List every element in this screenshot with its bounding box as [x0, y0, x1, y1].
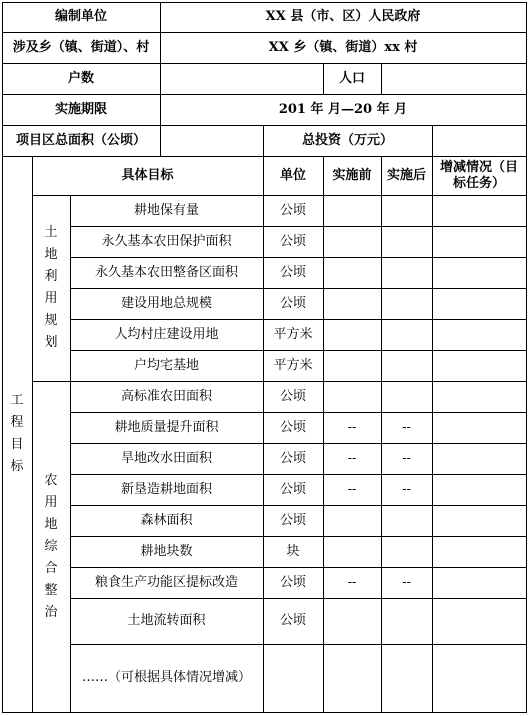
table-border — [70, 257, 526, 258]
table-row-unit: 公顷 — [279, 202, 306, 218]
table-row-target: 耕地块数 — [140, 543, 193, 559]
table-border — [70, 443, 526, 444]
table-row-target: 耕地保有量 — [133, 202, 199, 218]
col-header-change: 增减情况（目标任务） — [439, 159, 518, 191]
table-border — [323, 63, 324, 94]
table-row-before — [323, 257, 381, 288]
section-engineering: 工程目标 — [10, 393, 24, 474]
table-row-after: -- — [402, 450, 411, 466]
households-value — [160, 63, 323, 94]
table-row-change — [432, 644, 526, 712]
table-row-target: 新垦造耕地面积 — [120, 481, 212, 497]
table-row-before: -- — [347, 574, 357, 590]
table-row-unit: 公顷 — [279, 233, 306, 249]
table-row-change — [432, 505, 526, 536]
table-row-before — [323, 598, 381, 644]
table-row-after — [381, 319, 432, 350]
table-border — [381, 63, 382, 94]
table-row-before — [323, 195, 381, 226]
table-border — [70, 412, 526, 413]
table-border — [263, 125, 264, 156]
table-row-change — [432, 257, 526, 288]
table-border — [160, 2, 161, 156]
table-row-unit: 公顷 — [279, 419, 306, 435]
table-row-after — [381, 644, 432, 712]
investment-value — [432, 125, 526, 156]
table-row-before — [323, 288, 381, 319]
table-border — [2, 32, 526, 33]
table-row-before — [323, 319, 381, 350]
table-row-after: -- — [402, 481, 411, 497]
table-row-before — [323, 381, 381, 412]
table-border — [2, 2, 526, 3]
table-row-unit: 公顷 — [279, 512, 306, 528]
table-row-unit: 公顷 — [279, 613, 306, 628]
table-row-after — [381, 226, 432, 257]
table-row-after: -- — [402, 419, 411, 435]
table-row-change — [432, 536, 526, 567]
table-row-target: 户均宅基地 — [133, 357, 199, 373]
area-value — [160, 125, 263, 156]
col-header-target: 具体目标 — [121, 167, 174, 183]
compile-unit-value: XX 县（市、区）人民政府 — [265, 9, 421, 24]
population-label: 人口 — [338, 70, 365, 86]
table-border — [32, 381, 526, 382]
table-border — [70, 505, 526, 506]
table-row-change — [432, 350, 526, 381]
table-row-target: 永久基本农田整备区面积 — [94, 264, 238, 280]
compile-unit-label: 编制单位 — [54, 9, 107, 24]
table-border — [70, 598, 526, 599]
table-border — [70, 226, 526, 227]
table-row-unit: 公顷 — [279, 450, 306, 466]
table-border — [70, 644, 526, 645]
table-border — [70, 350, 526, 351]
period-value: 201 年 月—20 年 月 — [278, 101, 408, 117]
table-row-unit: 公顷 — [279, 388, 306, 404]
col-header-before: 实施前 — [332, 167, 372, 183]
table-row-target: 旱地改水田面积 — [120, 450, 212, 466]
table-row-change — [432, 381, 526, 412]
table-border — [2, 94, 526, 95]
table-row-unit — [263, 644, 323, 712]
table-row-unit: 块 — [286, 543, 300, 559]
table-row-target: 高标准农田面积 — [120, 388, 212, 404]
table-row-after: -- — [402, 574, 411, 590]
table-border — [70, 567, 526, 568]
table-border — [70, 319, 526, 320]
table-row-unit: 公顷 — [279, 481, 306, 497]
table-row-after — [381, 598, 432, 644]
table-row-change — [432, 226, 526, 257]
table-row-after — [381, 350, 432, 381]
involved-label: 涉及乡（镇、街道）、村 — [12, 39, 150, 55]
table-row-after — [381, 505, 432, 536]
table-border — [432, 125, 433, 156]
table-row-unit: 平方米 — [273, 357, 313, 373]
table-row-change — [432, 443, 526, 474]
population-value — [381, 63, 526, 94]
table-row-target: 人均村庄建设用地 — [114, 326, 219, 342]
table-row-before — [323, 350, 381, 381]
table-row-change — [432, 567, 526, 598]
table-row-change — [432, 412, 526, 443]
involved-value: XX 乡（镇、街道）xx 村 — [268, 39, 418, 55]
table-row-change — [432, 598, 526, 644]
section-land-use: 土地利用规划 — [44, 225, 58, 350]
table-row-target: 森林面积 — [140, 512, 193, 528]
table-row-unit: 公顷 — [279, 574, 306, 590]
table-border — [526, 2, 527, 713]
households-label: 户数 — [67, 70, 94, 86]
table-row-unit: 公顷 — [279, 264, 306, 280]
table-row-after — [381, 381, 432, 412]
table-row-before — [323, 505, 381, 536]
table-row-unit: 平方米 — [273, 326, 313, 342]
table-border — [2, 2, 3, 712]
table-row-target: 建设用地总规模 — [120, 295, 212, 311]
table-row-before: -- — [347, 450, 357, 466]
table-row-target: ……（可根据具体情况增减） — [81, 670, 251, 685]
col-header-after: 实施后 — [386, 167, 426, 183]
table-border — [2, 125, 526, 126]
table-border — [70, 474, 526, 475]
table-border — [70, 195, 71, 712]
col-header-unit: 单位 — [279, 167, 306, 183]
table-row-before: -- — [347, 419, 357, 435]
table-row-unit: 公顷 — [279, 295, 306, 311]
table-row-after — [381, 257, 432, 288]
table-row-before — [323, 226, 381, 257]
table-row-target: 粮食生产功能区提标改造 — [94, 574, 238, 590]
table-row-before — [323, 536, 381, 567]
table-row-after — [381, 195, 432, 226]
table-row-target: 永久基本农田保护面积 — [101, 233, 232, 249]
table-border — [381, 156, 382, 712]
investment-label: 总投资（万元） — [301, 132, 393, 148]
table-row-before: -- — [347, 481, 357, 497]
table-row-change — [432, 195, 526, 226]
period-label: 实施期限 — [54, 101, 107, 117]
table-border — [70, 288, 526, 289]
table-border — [2, 63, 526, 64]
table-border — [32, 195, 526, 196]
section-farmland: 农用地综合整治 — [44, 472, 58, 620]
table-border — [432, 156, 433, 712]
table-row-target: 土地流转面积 — [127, 613, 206, 628]
table-border — [70, 536, 526, 537]
table-row-after — [381, 536, 432, 567]
table-row-change — [432, 288, 526, 319]
table-row-before — [323, 644, 381, 712]
table-border — [323, 156, 324, 712]
table-row-target: 耕地质量提升面积 — [114, 419, 219, 435]
table-row-change — [432, 474, 526, 505]
table-row-change — [432, 319, 526, 350]
table-border — [32, 156, 33, 712]
table-border — [2, 712, 526, 713]
table-border — [263, 156, 264, 712]
table-row-after — [381, 288, 432, 319]
area-label: 项目区总面积（公顷） — [15, 132, 146, 148]
